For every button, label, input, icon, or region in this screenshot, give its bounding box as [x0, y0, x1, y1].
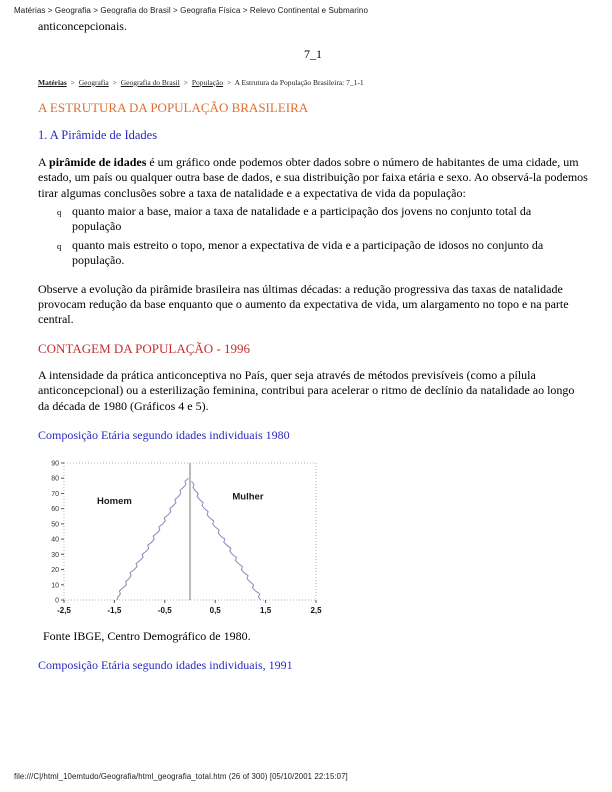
breadcrumb-separator: > [70, 77, 75, 87]
running-footer: file:///C|/html_10emtudo/Geografia/html_geografia_total.htm (26 of 300) [05/10/2001 22:15:07] [14, 772, 348, 781]
list-item-text: quanto maior a base, maior a taxa de natalidade e a participação dos jovens no conjunto total da população [72, 204, 532, 234]
breadcrumb-separator: > [226, 77, 232, 87]
breadcrumb-separator: > [183, 77, 188, 87]
subsection-title-piramide: 1. A Pirâmide de Idades [38, 127, 158, 142]
page-content [38, 19, 588, 673]
link-line-1991 [38, 658, 588, 673]
section-title-contagem: CONTAGEM DA POPULAÇÃO - 1996 [38, 340, 251, 356]
svg-text:30: 30 [51, 551, 59, 559]
svg-text:-2,5: -2,5 [57, 605, 71, 615]
bullet-list [38, 204, 588, 269]
svg-text:2,5: 2,5 [310, 605, 322, 615]
breadcrumb-link-geografia[interactable]: Geografia [78, 77, 109, 87]
paragraph-piramide-prefix: A [38, 154, 50, 169]
list-item [56, 238, 577, 269]
svg-text:0,5: 0,5 [209, 605, 221, 615]
breadcrumb-separator: > [112, 77, 117, 87]
paragraph-intensidade: A intensidade da prática anticonceptiva no País, quer seja através de métodos previsíveis (como a pílula anticoncepcional) ou a esterilização feminina, contribui para acelerar o ritmo de declínio da natalidade ao longo da década de 1980 (Gráficos 4 e 5). [38, 367, 575, 413]
section-title-estrutura: A ESTRUTURA DA POPULAÇÃO BRASILEIRA [38, 99, 309, 115]
link-composicao-1991[interactable]: Composição Etária segundo idades individuais, 1991 [38, 657, 293, 672]
svg-text:-1,5: -1,5 [107, 605, 122, 615]
breadcrumb-link-populacao[interactable]: População [191, 77, 224, 87]
bullet-marker-icon: q [57, 207, 62, 218]
list-item-text: quanto mais estreito o topo, menor a expectativa de vida e a participação de idosos no conjunto da população. [72, 237, 544, 268]
svg-text:40: 40 [51, 536, 59, 544]
svg-text:60: 60 [51, 505, 59, 513]
svg-text:80: 80 [51, 475, 59, 483]
link-line-1980 [38, 428, 588, 443]
svg-text:Mulher: Mulher [232, 491, 264, 503]
population-pyramid-chart [38, 454, 330, 622]
breadcrumb-link-materias[interactable]: Matérias [38, 77, 67, 87]
paragraph-piramide-bold-term: pirâmide de idades [49, 154, 147, 169]
breadcrumb [38, 78, 588, 87]
bullet-marker-icon: q [57, 240, 62, 251]
svg-text:70: 70 [51, 490, 59, 498]
paragraph-piramide [38, 155, 588, 201]
svg-text:90: 90 [51, 460, 59, 467]
paragraph-piramide-rest: é um gráfico onde podemos obter dados sobre o número de habitantes de uma cidade, um estado, um país ou qualquer outra base de dados, e sua distribuição por faixa etária e sexo. Ao observá-la podemos tirar algumas conclusões sobre a taxa de natalidade e a expectativa de vida da população: [38, 154, 588, 200]
svg-text:20: 20 [51, 566, 59, 574]
breadcrumb-current: A Estrutura da População Brasileira: 7_1-1 [234, 77, 364, 87]
list-item [56, 204, 577, 235]
breadcrumb-link-geografia-do-brasil[interactable]: Geografia do Brasil [120, 77, 180, 87]
svg-text:0: 0 [55, 597, 59, 604]
population-pyramid-figure [38, 454, 588, 622]
running-header: Matérias > Geografia > Geografia do Brasil > Geografia Física > Relevo Continental e Submarino [14, 6, 369, 15]
svg-text:50: 50 [51, 520, 59, 528]
chart-source-caption: Fonte IBGE, Centro Demográfico de 1980. [43, 628, 251, 643]
svg-text:1,5: 1,5 [260, 605, 272, 615]
page-marker: 7_1 [304, 47, 322, 62]
svg-text:10: 10 [51, 581, 59, 589]
paragraph-observe: Observe a evolução da pirâmide brasileira nas últimas décadas: a redução progressiva das taxas de natalidade provocam redução da base enquanto que o aumento da expectativa de vida, um alargamento no topo e na parte central. [38, 281, 569, 327]
paragraph-fragment: anticoncepcionais. [38, 19, 127, 33]
link-composicao-1980[interactable]: Composição Etária segundo idades individuais 1980 [38, 428, 290, 443]
svg-text:Homem: Homem [96, 495, 132, 507]
svg-text:-0,5: -0,5 [157, 605, 172, 615]
